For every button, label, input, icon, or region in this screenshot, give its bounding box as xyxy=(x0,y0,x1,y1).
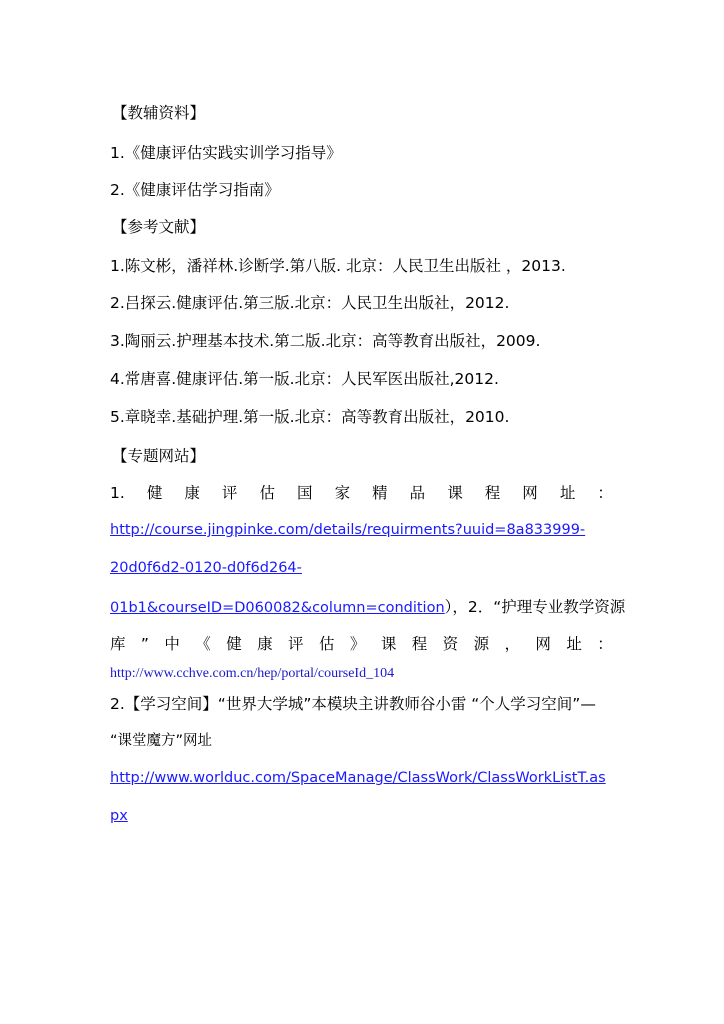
reference-item: 2.吕探云.健康评估.第三版.北京：人民卫生出版社，2012. xyxy=(110,294,510,312)
jingpinke-course-link[interactable]: 01b1&courseID=D060082&column=condition xyxy=(110,600,445,616)
text-char: ： xyxy=(597,635,613,653)
cchve-course-link[interactable]: http://www.cchve.com.cn/hep/portal/courseId_104 xyxy=(110,666,395,681)
text-char: 家 xyxy=(334,484,351,502)
references-heading: 【参考文献】 xyxy=(112,218,206,236)
text-char: 品 xyxy=(409,484,426,502)
text-char: 源 xyxy=(473,635,490,653)
text-char: 评 xyxy=(221,484,238,502)
website-item-1-title xyxy=(110,483,613,503)
reference-item: 3.陶丽云.护理基本技术.第二版.北京：高等教育出版社，2009. xyxy=(110,332,541,350)
text-char: 估 xyxy=(318,635,335,653)
text-char: ： xyxy=(597,484,613,502)
teaching-material-item: 1.《健康评估实践实训学习指导》 xyxy=(110,144,342,162)
text-char: 估 xyxy=(259,484,275,502)
text-char: 课 xyxy=(447,484,463,502)
worlduc-link-line-2 xyxy=(110,806,613,826)
text-char: 程 xyxy=(411,635,428,653)
jingpinke-course-link[interactable]: http://course.jingpinke.com/details/requirments?uuid=8a833999- xyxy=(110,522,586,538)
text-char: 康 xyxy=(184,484,200,502)
website-item-2-title xyxy=(110,634,613,654)
text-char: 址 xyxy=(559,484,576,502)
teaching-material-item: 2.《健康评估学习指南》 xyxy=(110,181,280,199)
text-char: 网 xyxy=(522,484,538,502)
text-char: 精 xyxy=(372,484,388,502)
study-space-line-1: 2.【学习空间】“世界大学城”本模块主讲教师谷小雷 “个人学习空间”— xyxy=(110,695,596,713)
text-char: 评 xyxy=(288,635,304,653)
text-char: 健 xyxy=(226,635,242,653)
text-char: 1. xyxy=(110,484,125,502)
reference-item: 4.常唐喜.健康评估.第一版.北京：人民军医出版社,2012. xyxy=(110,370,499,388)
teaching-materials-heading: 【教辅资料】 xyxy=(112,104,206,122)
text-char: ” xyxy=(140,635,149,653)
text-char: 健 xyxy=(146,484,163,502)
text-char: 资 xyxy=(442,635,459,653)
reference-item: 1.陈文彬，潘祥林.诊断学.第八版. 北京：人民卫生出版社 ，2013. xyxy=(110,257,566,275)
jingpinke-course-link[interactable]: 20d0f6d2-0120-d0f6d264- xyxy=(110,560,302,576)
text-char: 库 xyxy=(110,635,126,653)
text-char: 国 xyxy=(297,484,313,502)
course-link-line-2 xyxy=(110,558,613,578)
worlduc-classwork-link[interactable]: http://www.worlduc.com/SpaceManage/ClassWork/ClassWorkListT.as xyxy=(110,770,606,786)
course-link-line-1 xyxy=(110,520,613,540)
text-char: 》 xyxy=(349,635,366,653)
text-char: 《 xyxy=(195,635,211,653)
text-char: 中 xyxy=(164,635,180,653)
study-space-line-2: “课堂魔方”网址 xyxy=(110,733,213,749)
text-char: 程 xyxy=(484,484,501,502)
text-char: ， xyxy=(504,635,521,653)
text-char: 课 xyxy=(380,635,397,653)
course-link-line-3 xyxy=(110,597,626,618)
worlduc-link-line-1 xyxy=(110,768,613,788)
text-char: 康 xyxy=(257,635,273,653)
reference-item: 5.章晓幸.基础护理.第一版.北京：高等教育出版社，2010. xyxy=(110,408,510,426)
text-char: 网 xyxy=(535,635,551,653)
text-char: 址 xyxy=(566,635,582,653)
after-link-text: ），2．“护理专业教学资源 xyxy=(444,598,626,616)
worlduc-classwork-link[interactable]: px xyxy=(110,808,128,824)
websites-heading: 【专题网站】 xyxy=(112,447,206,465)
